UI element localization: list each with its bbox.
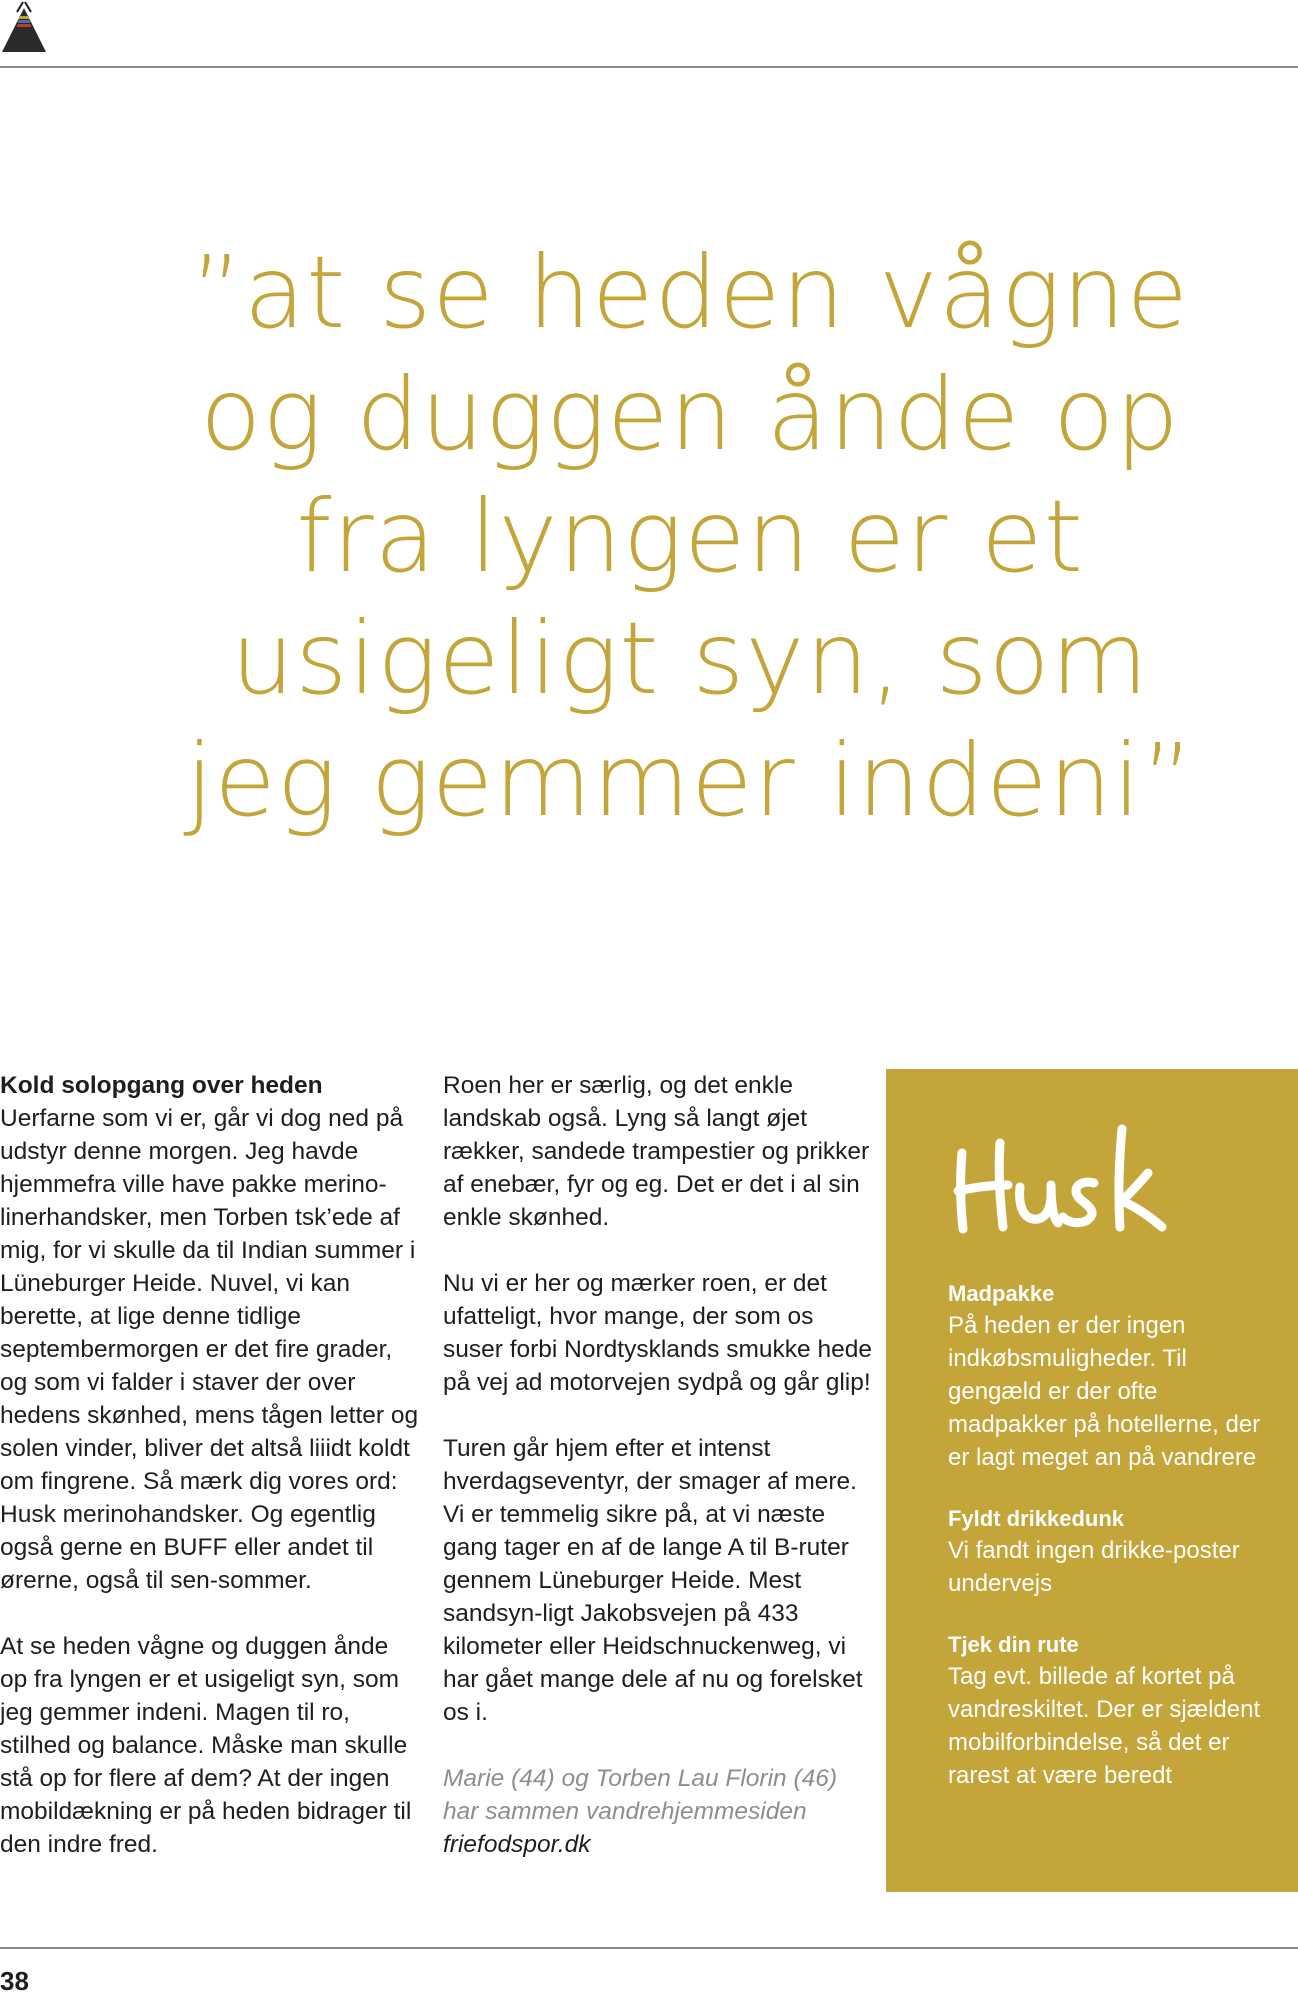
husk-title-lettering: [948, 1121, 1176, 1236]
quote-line: og duggen ånde op: [200, 356, 1180, 473]
paragraph: Turen går hjem efter et intenst hverdagseventyr, der smager af mere. Vi er temmelig sikre på, at vi næste gang tager en af de lange A til B-ruter gennem Lüneburger Heide. Mest sandsyn-ligt Jakobsvejen på 433 kilometer eller Heidschnuckenweg, vi har gået mange dele af nu og forelsket os i.: [443, 1435, 863, 1726]
paragraph: Nu vi er her og mærker roen, er det ufatteligt, hvor mange, der som os suser forbi Nordtysklands smukke hede på vej ad motorvejen sydpå og går glip!: [443, 1270, 872, 1396]
pull-quote: [150, 232, 1230, 842]
paragraph: Roen her er særlig, og det enkle landskab også. Lyng så langt øjet rækker, sandede trampestier og prikker af enebær, fyr og eg. Det er det i al sin enkle skønhed.: [443, 1072, 870, 1231]
husk-tip-box: [886, 1069, 1298, 1892]
tip-text: På heden er der ingen indkøbsmuligheder. Til gengæld er der ofte madpakker på hotellerne, der er lagt meget an på vandrere: [948, 1312, 1261, 1471]
tip-heading: Madpakke: [948, 1281, 1055, 1306]
tip-text: Tag evt. billede af kortet på vandreskiltet. Der er sjældent mobilforbindelse, så det er rarest at være beredt: [948, 1663, 1261, 1789]
paragraph: [0, 1069, 420, 1597]
quote-line: ”at se heden vågne: [191, 234, 1189, 351]
paragraph-text: Uerfarne som vi er, går vi dog ned på udstyr denne morgen. Jeg havde hjemmefra ville have pakke merino-linerhandsker, men Torben tsk’ede af mig, for vi skulle da til Indian summer i Lüneburger Heide. Nuvel, vi kan berette, at lige denne tidlige septembermorgen er det fire grader, og som vi falder i staver der over hedens skønhed, mens tågen letter og solen vinder, bliver det altså liiidt koldt om fingrene. Så mærk dig vores ord: Husk merinohandsker. Og egentlig også gerne en BUFF eller andet til ørerne, også til sen-sommer.: [0, 1105, 419, 1594]
section-heading: Kold solopgang over heden: [0, 1072, 323, 1099]
tip-item: [948, 1504, 1278, 1600]
article-column-2: [443, 1069, 873, 1861]
tent-logo-icon: [0, 0, 48, 54]
tip-text: Vi fandt ingen drikke-poster undervejs: [948, 1537, 1240, 1597]
byline: [443, 1762, 873, 1861]
quote-line: fra lyngen er et: [296, 478, 1084, 595]
bottom-rule: [0, 1947, 1298, 1949]
byline-text: Marie (44) og Torben Lau Florin (46) har sammen vandrehjemmesiden: [443, 1765, 838, 1825]
tip-heading: Fyldt drikkedunk: [948, 1506, 1125, 1531]
page-number: 38: [0, 1966, 29, 1996]
quote-line: jeg gemmer indeni”: [185, 722, 1195, 839]
paragraph: At se heden vågne og duggen ånde op fra lyngen er et usigeligt syn, som jeg gemmer indeni. Magen til ro, stilhed og balance. Måske man skulle stå op for flere af dem? At der ingen mobildækning er på heden bidrager til den indre fred.: [0, 1633, 412, 1858]
article-column-1: [0, 1069, 420, 1861]
quote-line: usigeligt syn, som: [230, 600, 1150, 717]
tip-heading: Tjek din rute: [948, 1632, 1079, 1657]
top-rule: [0, 66, 1298, 68]
tip-item: [948, 1279, 1278, 1474]
website-name: friefodspor.dk: [443, 1831, 591, 1858]
husk-list: [948, 1279, 1278, 1822]
tip-item: [948, 1630, 1278, 1792]
